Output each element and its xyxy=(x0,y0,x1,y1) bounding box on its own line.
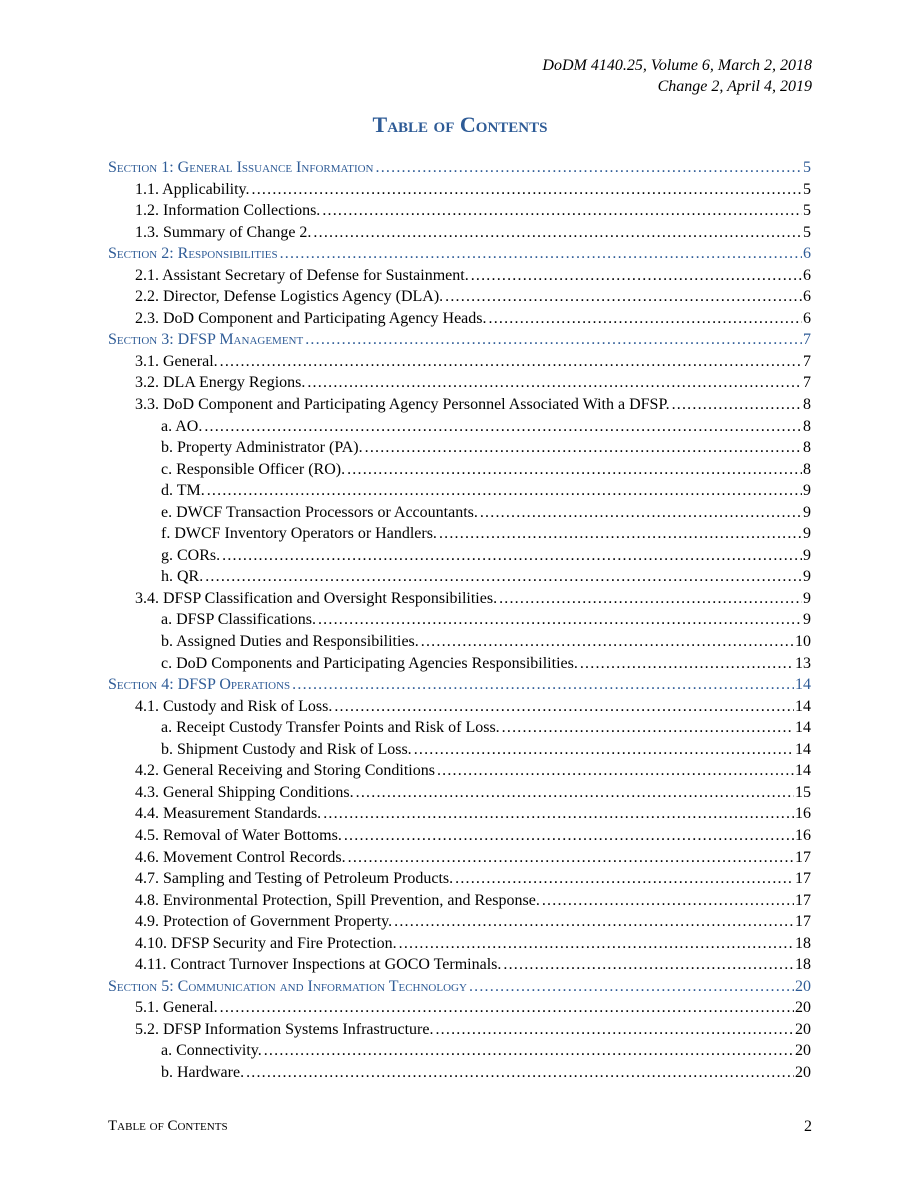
toc-leader-dots xyxy=(203,566,802,588)
toc-subsection-entry[interactable] xyxy=(108,286,811,308)
toc-paragraph-entry[interactable] xyxy=(108,416,811,438)
toc-subsection-entry[interactable] xyxy=(108,760,811,782)
toc-leader-dots xyxy=(303,329,802,351)
toc-entry-label: Section 1: General Issuance Information xyxy=(108,159,374,176)
toc-entry-page: 17 xyxy=(795,870,811,888)
page-title: Table of Contents xyxy=(372,112,548,137)
toc-entry-label: Section 2: Responsibilities xyxy=(108,245,278,263)
toc-entry-page: 6 xyxy=(803,309,811,327)
toc-entry-label: Section 3: DFSP Management xyxy=(108,331,304,349)
toc-subsection-entry[interactable] xyxy=(108,265,811,287)
toc-leader-dots xyxy=(218,351,802,373)
toc-entry-label: c. DoD Components and Participating Agencies Responsibilities. xyxy=(161,654,578,672)
toc-entry-label: 1.2. Information Collections. xyxy=(135,202,321,220)
toc-entry-page: 20 xyxy=(795,977,811,995)
header-issuance-line: DoDM 4140.25, Volume 6, March 2, 2018 xyxy=(542,57,812,74)
toc-leader-dots xyxy=(412,739,794,761)
toc-entry-page: 13 xyxy=(795,654,811,672)
toc-entry-page: 5 xyxy=(803,223,811,241)
toc-entry-page: 17 xyxy=(795,848,811,866)
toc-entry-label: b. Property Administrator (PA). xyxy=(161,439,363,457)
toc-entry-label: 5.2. DFSP Information Systems Infrastructure. xyxy=(135,1020,434,1038)
toc-entry-page: 20 xyxy=(795,999,811,1017)
toc-entry-label: h. QR. xyxy=(161,568,204,586)
toc-entry-label: 4.4. Measurement Standards. xyxy=(135,805,322,823)
toc-entry-label: a. Receipt Custody Transfer Points and Risk of Loss. xyxy=(161,719,500,737)
toc-entry-label: b. Assigned Duties and Responsibilities. xyxy=(161,633,419,651)
toc-entry-page: 18 xyxy=(795,934,811,952)
toc-leader-dots xyxy=(497,588,802,610)
toc-entry-page: 9 xyxy=(803,611,811,629)
toc-leader-dots xyxy=(346,847,794,869)
toc-entry-label: 3.2. DLA Energy Regions. xyxy=(135,374,306,392)
toc-entry-label: 2.2. Director, Defense Logistics Agency (DLA). xyxy=(135,288,444,306)
toc-paragraph-entry[interactable] xyxy=(108,1062,811,1084)
toc-paragraph-entry[interactable] xyxy=(108,566,811,588)
toc-entry-page: 7 xyxy=(803,331,811,349)
toc-leader-dots xyxy=(278,243,802,265)
toc-entry-label: 4.1. Custody and Risk of Loss. xyxy=(135,697,333,715)
toc-entry-page: 16 xyxy=(795,826,811,844)
toc-leader-dots xyxy=(290,674,794,696)
toc-paragraph-entry[interactable] xyxy=(108,717,811,739)
toc-entry-label: a. DFSP Classifications. xyxy=(161,611,316,629)
toc-leader-dots xyxy=(501,954,794,976)
toc-entry-page: 7 xyxy=(803,352,811,370)
toc-subsection-entry[interactable] xyxy=(108,222,811,244)
toc-leader-dots xyxy=(250,179,802,201)
toc-leader-dots xyxy=(320,200,802,222)
toc-leader-dots xyxy=(435,760,794,782)
toc-leader-dots xyxy=(363,437,802,459)
toc-entry-page: 17 xyxy=(795,913,811,931)
toc-subsection-entry[interactable] xyxy=(108,1019,811,1041)
table-of-contents xyxy=(108,157,811,1084)
toc-entry-label: 4.2. General Receiving and Storing Conditions xyxy=(135,762,435,780)
toc-entry-label: e. DWCF Transaction Processors or Accountants. xyxy=(161,503,478,521)
toc-subsection-entry[interactable] xyxy=(108,847,811,869)
toc-subsection-entry[interactable] xyxy=(108,394,811,416)
footer-page-number: 2 xyxy=(804,1118,812,1135)
toc-entry-page: 6 xyxy=(803,266,811,284)
toc-paragraph-entry[interactable] xyxy=(108,631,811,653)
running-header xyxy=(542,55,812,97)
toc-paragraph-entry[interactable] xyxy=(108,609,811,631)
toc-entry-label: b. Shipment Custody and Risk of Loss. xyxy=(161,740,412,758)
toc-entry-label: g. CORs. xyxy=(161,546,221,564)
toc-subsection-entry[interactable] xyxy=(108,351,811,373)
toc-entry-label: 4.11. Contract Turnover Inspections at GOCO Terminals. xyxy=(135,956,502,974)
footer-section-title: Table of Contents xyxy=(108,1118,228,1134)
toc-entry-page: 8 xyxy=(803,460,811,478)
toc-entry-page: 14 xyxy=(795,740,811,758)
toc-subsection-entry[interactable] xyxy=(108,890,811,912)
toc-paragraph-entry[interactable] xyxy=(108,480,811,502)
toc-entry-page: 9 xyxy=(803,482,811,500)
toc-leader-dots xyxy=(469,265,802,287)
toc-leader-dots xyxy=(433,1019,794,1041)
toc-entry-page: 8 xyxy=(803,396,811,414)
toc-entry-page: 20 xyxy=(795,1020,811,1038)
toc-leader-dots xyxy=(202,416,802,438)
toc-entry-page: 6 xyxy=(803,288,811,306)
toc-entry-label: 4.5. Removal of Water Bottoms. xyxy=(135,826,342,844)
toc-entry-page: 8 xyxy=(803,439,811,457)
toc-leader-dots xyxy=(500,717,794,739)
toc-entry-label: 2.3. DoD Component and Participating Agency Heads. xyxy=(135,309,487,327)
toc-entry-label: c. Responsible Officer (RO). xyxy=(161,460,346,478)
toc-leader-dots xyxy=(443,286,802,308)
toc-entry-label: f. DWCF Inventory Operators or Handlers. xyxy=(161,525,437,543)
toc-leader-dots xyxy=(345,459,802,481)
toc-entry-page: 8 xyxy=(803,417,811,435)
toc-subsection-entry[interactable] xyxy=(108,308,811,330)
toc-leader-dots xyxy=(419,631,794,653)
toc-entry-label: 3.1. General. xyxy=(135,352,218,370)
toc-subsection-entry[interactable] xyxy=(108,588,811,610)
toc-entry-page: 6 xyxy=(803,245,811,263)
toc-paragraph-entry[interactable] xyxy=(108,437,811,459)
toc-entry-label: 2.1. Assistant Secretary of Defense for Sustainment. xyxy=(135,266,469,284)
toc-entry-label: Section 5: Communication and Information Technology xyxy=(108,977,467,995)
toc-leader-dots xyxy=(453,868,794,890)
toc-leader-dots xyxy=(392,911,794,933)
toc-entry-label: 1.1. Applicability. xyxy=(135,180,250,198)
toc-leader-dots xyxy=(218,997,794,1019)
toc-entry-label: 4.6. Movement Control Records. xyxy=(135,848,346,866)
toc-entry-label: 5.1. General. xyxy=(135,999,218,1017)
toc-leader-dots xyxy=(374,157,802,179)
toc-entry-page: 17 xyxy=(795,891,811,909)
toc-section-entry[interactable] xyxy=(108,243,811,265)
toc-entry-page: 16 xyxy=(795,805,811,823)
toc-entry-label: 3.4. DFSP Classification and Oversight Responsibilities. xyxy=(135,589,498,607)
header-change-line: Change 2, April 4, 2019 xyxy=(657,78,812,95)
toc-subsection-entry[interactable] xyxy=(108,372,811,394)
toc-subsection-entry[interactable] xyxy=(108,868,811,890)
toc-paragraph-entry[interactable] xyxy=(108,653,811,675)
toc-leader-dots xyxy=(205,480,802,502)
toc-entry-label: 4.9. Protection of Government Property. xyxy=(135,913,393,931)
toc-entry-page: 9 xyxy=(803,589,811,607)
toc-section-entry[interactable] xyxy=(108,674,811,696)
toc-entry-page: 14 xyxy=(795,697,811,715)
toc-leader-dots xyxy=(540,890,794,912)
toc-entry-page: 9 xyxy=(803,546,811,564)
toc-entry-label: d. TM. xyxy=(161,482,205,500)
toc-subsection-entry[interactable] xyxy=(108,200,811,222)
toc-leader-dots xyxy=(397,933,794,955)
toc-subsection-entry[interactable] xyxy=(108,782,811,804)
toc-subsection-entry[interactable] xyxy=(108,179,811,201)
toc-entry-label: b. Hardware. xyxy=(161,1063,245,1081)
toc-entry-page: 9 xyxy=(803,503,811,521)
toc-leader-dots xyxy=(332,696,794,718)
toc-subsection-entry[interactable] xyxy=(108,803,811,825)
toc-entry-page: 5 xyxy=(803,202,811,220)
toc-entry-page: 20 xyxy=(795,1042,811,1060)
toc-leader-dots xyxy=(342,825,794,847)
toc-paragraph-entry[interactable] xyxy=(108,523,811,545)
toc-leader-dots xyxy=(311,222,802,244)
toc-leader-dots xyxy=(305,372,802,394)
toc-paragraph-entry[interactable] xyxy=(108,545,811,567)
toc-subsection-entry[interactable] xyxy=(108,954,811,976)
toc-section-entry[interactable] xyxy=(108,976,811,998)
toc-leader-dots xyxy=(467,976,794,998)
toc-entry-page: 14 xyxy=(795,676,811,694)
toc-entry-page: 14 xyxy=(795,762,811,780)
toc-entry-label: Section 4: DFSP Operations xyxy=(108,676,291,694)
toc-entry-label: 4.10. DFSP Security and Fire Protection. xyxy=(135,934,397,952)
toc-entry-page: 9 xyxy=(803,568,811,586)
toc-leader-dots xyxy=(487,308,803,330)
toc-leader-dots xyxy=(321,803,794,825)
toc-subsection-entry[interactable] xyxy=(108,696,811,718)
toc-leader-dots xyxy=(670,394,802,416)
toc-entry-page: 15 xyxy=(795,783,811,801)
toc-subsection-entry[interactable] xyxy=(108,997,811,1019)
toc-entry-label: a. AO. xyxy=(161,417,203,435)
toc-subsection-entry[interactable] xyxy=(108,911,811,933)
toc-subsection-entry[interactable] xyxy=(108,933,811,955)
toc-paragraph-entry[interactable] xyxy=(108,739,811,761)
toc-paragraph-entry[interactable] xyxy=(108,502,811,524)
toc-leader-dots xyxy=(478,502,802,524)
toc-entry-label: 1.3. Summary of Change 2. xyxy=(135,223,312,241)
toc-entry-page: 5 xyxy=(803,180,811,198)
toc-entry-page: 18 xyxy=(795,956,811,974)
toc-leader-dots xyxy=(262,1040,794,1062)
toc-leader-dots xyxy=(316,609,802,631)
toc-leader-dots xyxy=(220,545,802,567)
toc-entry-page: 9 xyxy=(803,525,811,543)
toc-entry-label: 4.7. Sampling and Testing of Petroleum Products. xyxy=(135,870,454,888)
toc-entry-page: 10 xyxy=(795,633,811,651)
toc-entry-label: 4.3. General Shipping Conditions. xyxy=(135,783,354,801)
toc-entry-page: 5 xyxy=(803,159,811,176)
toc-leader-dots xyxy=(437,523,802,545)
toc-entry-label: 4.8. Environmental Protection, Spill Prevention, and Response. xyxy=(135,891,540,909)
toc-paragraph-entry[interactable] xyxy=(108,1040,811,1062)
toc-leader-dots xyxy=(354,782,794,804)
toc-entry-page: 14 xyxy=(795,719,811,737)
toc-section-entry[interactable] xyxy=(108,329,811,351)
toc-leader-dots xyxy=(578,653,794,675)
toc-leader-dots xyxy=(244,1062,794,1084)
toc-subsection-entry[interactable] xyxy=(108,825,811,847)
toc-entry-page: 20 xyxy=(795,1063,811,1081)
toc-entry-page: 7 xyxy=(803,374,811,392)
toc-entry-label: 3.3. DoD Component and Participating Agency Personnel Associated With a DFSP. xyxy=(135,396,670,414)
toc-entry-label: a. Connectivity. xyxy=(161,1042,262,1060)
toc-paragraph-entry[interactable] xyxy=(108,459,811,481)
toc-section-entry[interactable] xyxy=(108,157,811,179)
